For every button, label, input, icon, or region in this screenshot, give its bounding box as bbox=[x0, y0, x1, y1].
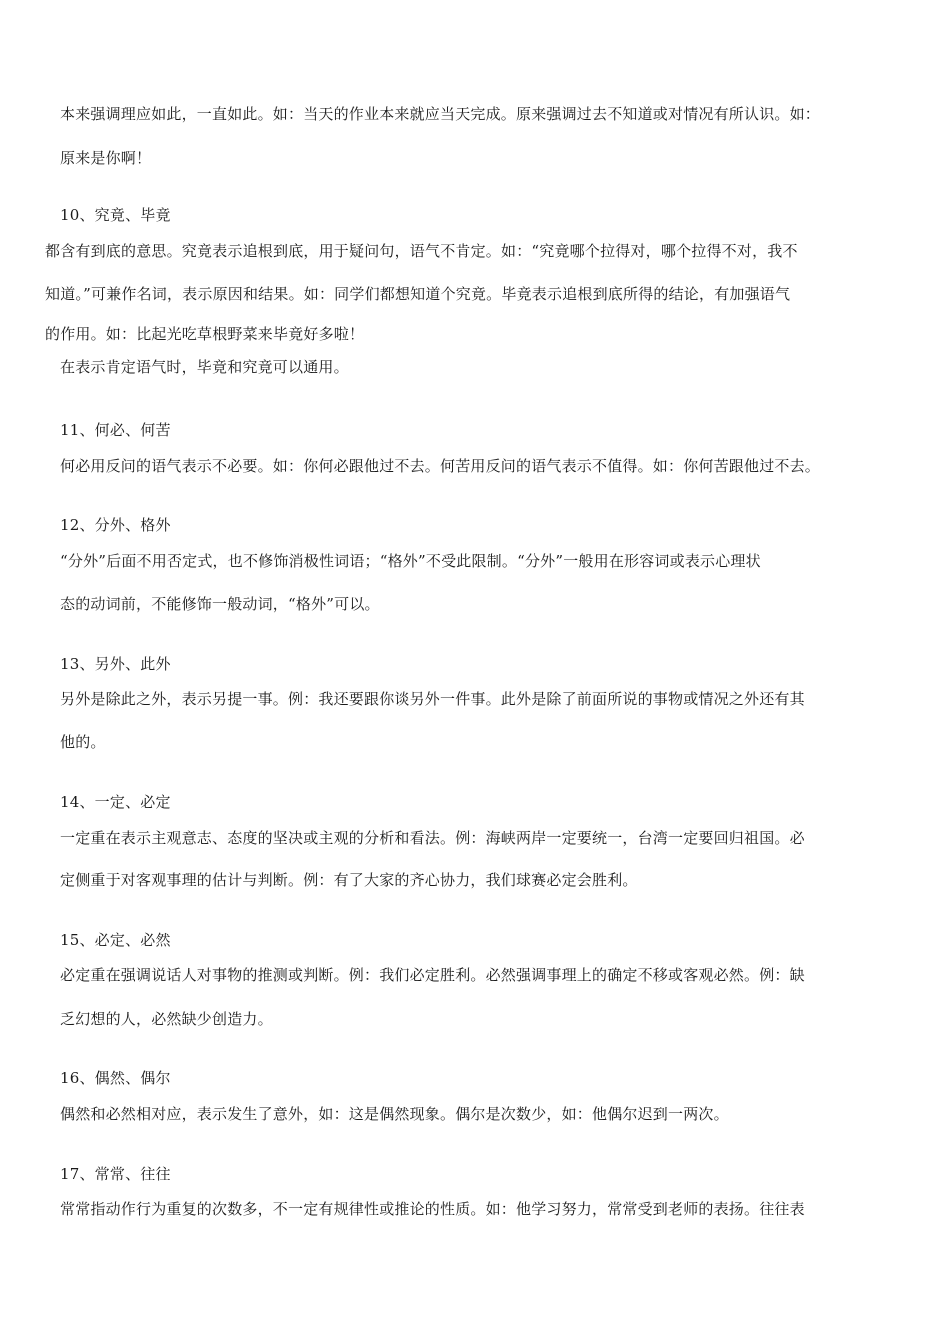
paragraph-line: 何必用反问的语气表示不必要。如：你何必跟他过不去。何苦用反问的语气表示不值得。如：你何苦跟他过不去。 bbox=[60, 457, 821, 475]
paragraph-line: 的作用。如：比起光吃草根野菜来毕竟好多啦！ bbox=[45, 325, 365, 343]
paragraph-line: 偶然和必然相对应，表示发生了意外，如：这是偶然现象。偶尔是次数少，如：他偶尔迟到一两次。 bbox=[60, 1105, 729, 1123]
section-heading: 13、另外、此外 bbox=[60, 655, 171, 673]
paragraph-line: 知道。”可兼作名词，表示原因和结果。如：同学们都想知道个究竟。毕竟表示追根到底所得的结论，有加强语气 bbox=[45, 285, 791, 303]
paragraph-line: 定侧重于对客观事理的估计与判断。例：有了大家的齐心协力，我们球赛必定会胜利。 bbox=[60, 871, 638, 889]
section-heading: 14、一定、必定 bbox=[60, 793, 171, 811]
paragraph-line: 都含有到底的意思。究竟表示追根到底，用于疑问句，语气不肯定。如：“究竟哪个拉得对，哪个拉得不对，我不 bbox=[45, 242, 798, 260]
section-heading: 16、偶然、偶尔 bbox=[60, 1069, 171, 1087]
paragraph-line: “分外”后面不用否定式，也不修饰消极性词语；“格外”不受此限制。“分外”一般用在形容词或表示心理状 bbox=[60, 552, 761, 570]
paragraph-line: 在表示肯定语气时，毕竟和究竟可以通用。 bbox=[60, 358, 349, 376]
paragraph-line: 另外是除此之外，表示另提一事。例：我还要跟你谈另外一件事。此外是除了前面所说的事物或情况之外还有其 bbox=[60, 690, 805, 708]
paragraph-line: 原来是你啊！ bbox=[60, 149, 152, 167]
paragraph-line: 本来强调理应如此，一直如此。如：当天的作业本来就应当天完成。原来强调过去不知道或对情况有所认识。如： bbox=[60, 105, 821, 123]
section-heading: 10、究竟、毕竟 bbox=[60, 206, 171, 224]
paragraph-line: 一定重在表示主观意志、态度的坚决或主观的分析和看法。例：海峡两岸一定要统一，台湾一定要回归祖国。必 bbox=[60, 829, 805, 847]
section-heading: 17、常常、往往 bbox=[60, 1165, 171, 1183]
section-heading: 11、何必、何苦 bbox=[60, 421, 171, 439]
section-heading: 15、必定、必然 bbox=[60, 931, 171, 949]
paragraph-line: 常常指动作行为重复的次数多，不一定有规律性或推论的性质。如：他学习努力，常常受到老师的表扬。往往表 bbox=[60, 1200, 805, 1218]
paragraph-line: 他的。 bbox=[60, 733, 106, 751]
paragraph-line: 乏幻想的人，必然缺少创造力。 bbox=[60, 1010, 273, 1028]
paragraph-line: 必定重在强调说话人对事物的推测或判断。例：我们必定胜利。必然强调事理上的确定不移或客观必然。例：缺 bbox=[60, 966, 805, 984]
paragraph-line: 态的动词前，不能修饰一般动词，“格外”可以。 bbox=[60, 595, 380, 613]
section-heading: 12、分外、格外 bbox=[60, 516, 171, 534]
